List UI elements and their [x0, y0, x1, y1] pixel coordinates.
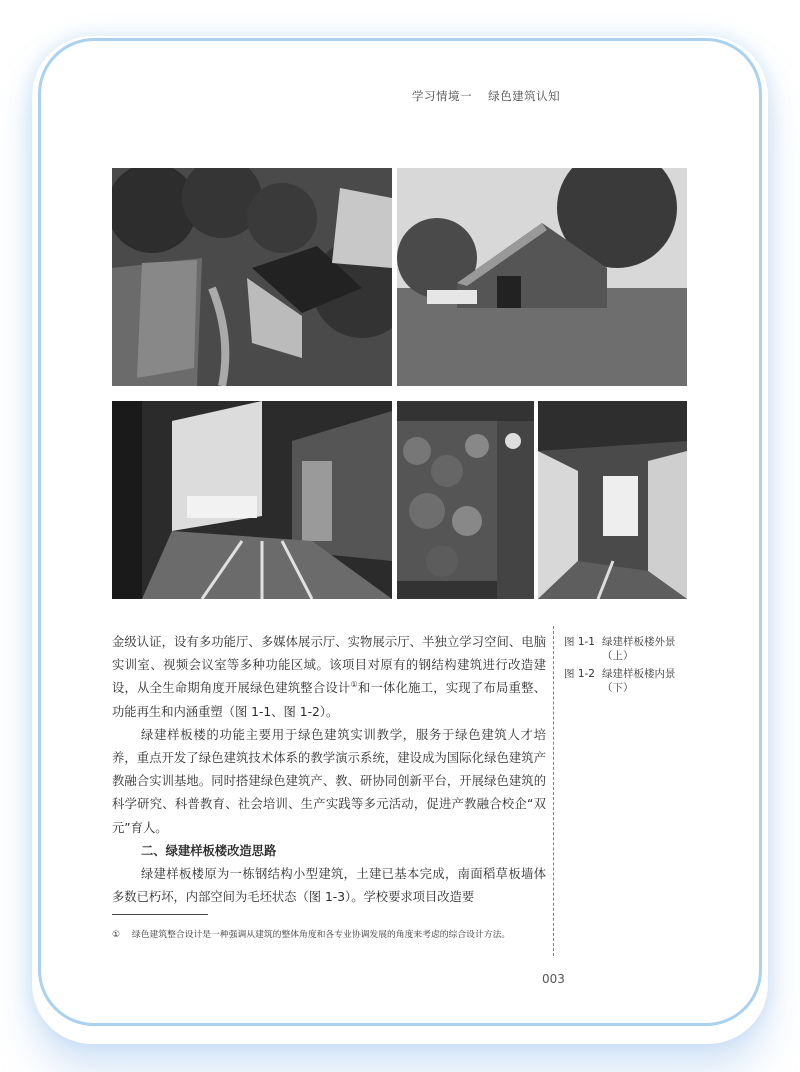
photo-front-exterior [397, 168, 687, 386]
photo-aerial-exterior [112, 168, 392, 386]
paragraph-3: 绿建样板楼原为一栋钢结构小型建筑，土建已基本完成，南面稻草板墙体多数已朽坏，内部空间为毛坯状态（图 1-3）。学校要求项目改造要 [112, 867, 546, 905]
figure-text-2: 绿建样板楼内景（下） [602, 668, 676, 694]
page-number: 003 [542, 972, 565, 986]
running-header [412, 88, 572, 104]
footnote-text: 绿色建筑整合设计是一种强调从建筑的整体角度和各专业协调发展的角度来考虑的综合设计方法。 [131, 930, 511, 940]
paragraph-1 [112, 631, 546, 724]
header-chapter: 学习情境一 [412, 89, 472, 103]
photo-interior-hall [112, 401, 392, 599]
figure-caption-1 [564, 635, 688, 663]
paragraph-1-part-a: 金级认证，设有多功能厅、多媒体展示厅、实物展示厅、半独立学习空间、电脑实训室、视频会议室等多种功能区域。该项目对原有的钢结构建筑进行改造建设，从全生命期角度开展绿色建筑整合设计 [112, 635, 546, 696]
footnote [112, 927, 510, 940]
footnote-rule [112, 914, 208, 915]
header-title: 绿色建筑认知 [488, 89, 561, 103]
paragraph-2: 绿建样板楼的功能主要用于绿色建筑实训教学，服务于绿色建筑人才培养，重点开发了绿色建筑技术体系的教学演示系统，建设成为国际化绿色建筑产教融合实训基地。同时搭建绿色建筑产、教、研协同创新平台，开展绿色建筑的科学研究、科普教育、社会培训、生产实践等多元活动，促进产教融合校企“双元”育人。 [112, 727, 546, 835]
footnote-reference[interactable]: ① [350, 680, 358, 690]
photo-green-wall [397, 401, 534, 599]
figure-number-1: 图 1-1 [564, 636, 595, 648]
photo-corridor [538, 401, 687, 599]
body-text [112, 631, 546, 909]
section-heading: 二、绿建样板楼改造思路 [141, 843, 277, 858]
footnote-mark: ① [112, 930, 120, 940]
figure-number-2: 图 1-2 [564, 668, 595, 680]
caption-divider [553, 626, 554, 956]
paragraph-1-part-b: 和一体化施工，实现了布局重整、功能再生和内涵重塑（图 1-1、图 1-2）。 [112, 681, 546, 719]
figure-text-1: 绿建样板楼外景（上） [602, 636, 676, 662]
figure-caption-2 [564, 667, 688, 695]
